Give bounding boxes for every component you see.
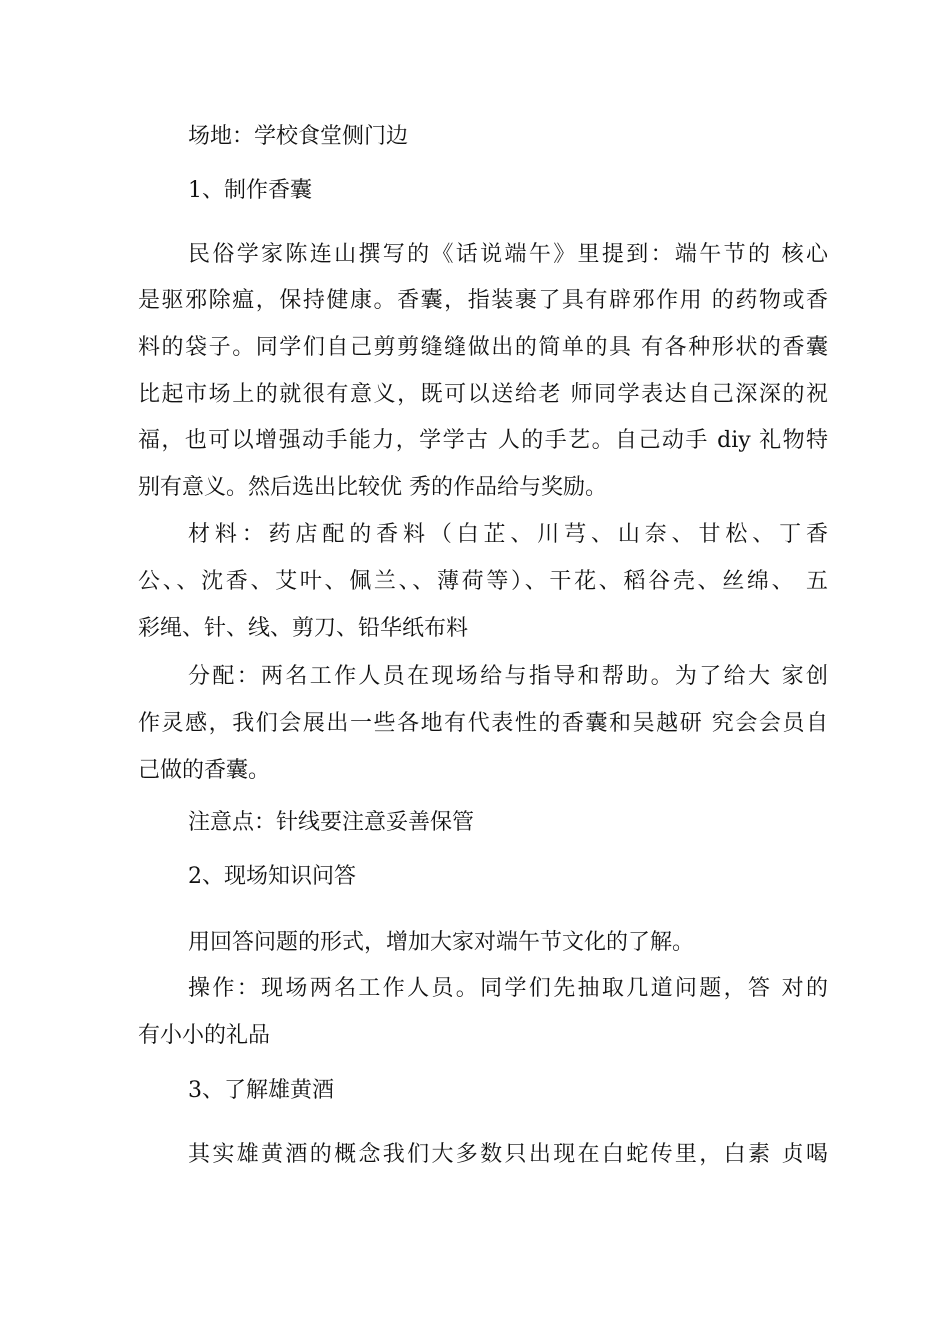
paragraph-line: 是驱邪除瘟，保持健康。香囊，指装裹了具有辟邪作用 的药物或香 (138, 288, 828, 313)
operation-line: 有小小的礼品 (138, 1023, 271, 1048)
paragraph-line: 福，也可以增强动手能力，学学古 人的手艺。自己动手 diy 礼物特 (138, 428, 828, 453)
materials-line: 公、、沈香、艾叶、佩兰、、薄荷等）、干花、稻谷壳、丝绵、 五 (138, 569, 828, 594)
allocation-line: 分配：两名工作人员在现场给与指导和帮助。为了给大 家创 (188, 664, 828, 689)
paragraph-line: 料的袋子。同学们自己剪剪缝缝做出的简单的具 有各种形状的香囊 (138, 335, 828, 360)
paragraph-line: 其实雄黄酒的概念我们大多数只出现在白蛇传里，白素 贞喝 (188, 1142, 828, 1167)
section-heading-realgar-wine: 3、了解雄黄酒 (188, 1078, 334, 1103)
allocation-line: 己做的香囊。 (138, 758, 271, 783)
section-heading-sachet: 1、制作香囊 (188, 178, 312, 203)
paragraph-line: 别有意义。然后选出比较优 秀的作品给与奖励。 (138, 475, 607, 500)
section-heading-quiz: 2、现场知识问答 (188, 864, 356, 889)
operation-line: 操作：现场两名工作人员。同学们先抽取几道问题，答 对的 (188, 976, 828, 1001)
materials-line: 材料：药店配的香料（白芷、川芎、山奈、甘松、丁香 (188, 522, 828, 547)
venue-line: 场地：学校食堂侧门边 (188, 124, 409, 149)
paragraph-line: 比起市场上的就很有意义，既可以送给老 师同学表达自己深深的祝 (138, 382, 828, 407)
paragraph-line: 用回答问题的形式，增加大家对端午节文化的了解。 (188, 930, 695, 955)
notes-line: 注意点：针线要注意妥善保管 (188, 810, 475, 835)
allocation-line: 作灵感，我们会展出一些各地有代表性的香囊和吴越研 究会会员自 (138, 711, 828, 736)
materials-line: 彩绳、针、线、剪刀、铅华纸布料 (138, 616, 469, 641)
paragraph-line: 民俗学家陈连山撰写的《话说端午》里提到：端午节的 核心 (188, 242, 828, 267)
